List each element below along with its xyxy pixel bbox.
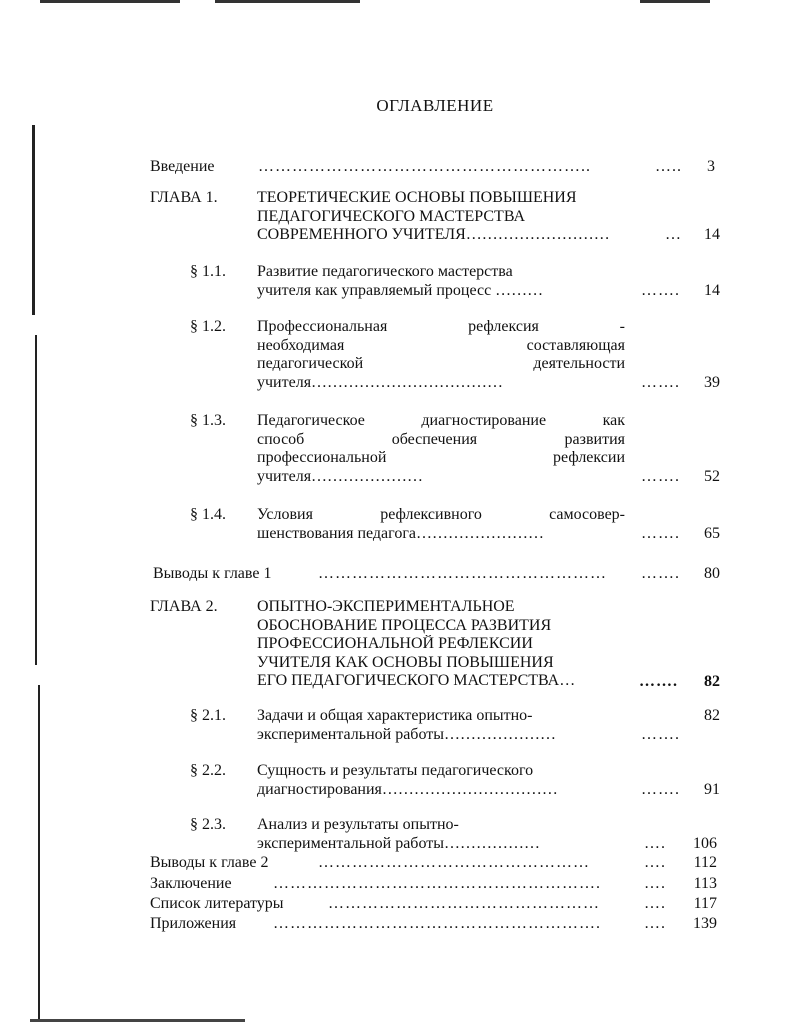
toc-leader-dots: ….. — [655, 158, 682, 175]
toc-leader-dots: ……. — [639, 673, 678, 690]
toc-page-number: 139 — [693, 915, 717, 932]
toc-title-line: Профессиональная рефлексия - — [257, 318, 625, 335]
toc-leader-dots: ……. — [641, 374, 680, 391]
toc-leader-dots: ……. — [641, 565, 680, 582]
toc-leader-dots: ……. — [641, 468, 680, 485]
toc-title-line — [257, 781, 629, 800]
toc-title-text: диагностирования — [257, 780, 382, 798]
toc-title-line: педагогической деятельности — [257, 355, 625, 372]
toc-page-number: 117 — [693, 895, 717, 912]
toc-title-line: Задачи и общая характеристика опытно- — [257, 707, 533, 724]
toc-leader-dots: …. — [644, 854, 666, 871]
toc-title-text: экспериментальной работы — [257, 725, 444, 743]
toc-page-number: 113 — [693, 875, 717, 892]
toc-page-number: 39 — [704, 374, 720, 391]
toc-title-line: Педагогическое диагностирование как — [257, 412, 625, 429]
toc-page-number: 106 — [693, 835, 717, 852]
toc-entry-label: § 2.1. — [190, 707, 226, 724]
toc-title-line — [257, 672, 629, 691]
toc-title-line: ПРОФЕССИОНАЛЬНОЙ РЕФЛЕКСИИ — [257, 635, 533, 652]
toc-leader-dots: ………………………………………… — [318, 854, 590, 871]
toc-title-text: учителя — [257, 373, 312, 391]
toc-entry-label: Введение — [150, 158, 215, 175]
toc-leader-dots: ……………………… — [465, 226, 610, 243]
toc-page-number: 65 — [704, 525, 720, 542]
toc-title-line — [257, 374, 625, 393]
toc-leader-dots: … — [665, 226, 682, 243]
toc-page-number: 80 — [704, 565, 720, 582]
toc-title: ОГЛАВЛЕНИЕ — [376, 96, 494, 115]
toc-title-line — [257, 525, 625, 544]
toc-leader-dots: ……………… — [443, 834, 540, 852]
toc-title-line: Условия рефлексивного самосовер- — [257, 506, 625, 523]
toc-leader-dots: ……………………………… — [311, 373, 504, 391]
toc-title-line: ОПЫТНО-ЭКСПЕРИМЕНТАЛЬНОЕ — [257, 598, 515, 615]
toc-page-number: 112 — [693, 854, 717, 871]
toc-leader-dots: ……. — [641, 726, 680, 743]
toc-title-line — [257, 468, 625, 487]
toc-leader-dots: …………………………… — [381, 780, 558, 798]
toc-page-number: 82 — [704, 673, 720, 690]
toc-entry-label: § 2.3. — [190, 816, 226, 833]
toc-entry-label: ГЛАВА 1. — [150, 189, 218, 206]
toc-page-number: 52 — [704, 468, 720, 485]
toc-leader-dots: …………………………………………… — [318, 565, 607, 582]
toc-entry-label: Приложения — [150, 915, 237, 932]
toc-title-line: ТЕОРЕТИЧЕСКИЕ ОСНОВЫ ПОВЫШЕНИЯ — [257, 189, 577, 206]
toc-leader-dots: …. — [644, 895, 666, 912]
toc-leader-dots: …. — [644, 835, 666, 852]
toc-page-number: 82 — [704, 707, 720, 724]
toc-title-line: ПЕДАГОГИЧЕСКОГО МАСТЕРСТВА — [257, 207, 526, 225]
toc-leader-dots: … — [559, 672, 576, 689]
toc-title-line: Сущность и результаты педагогического — [257, 762, 534, 779]
toc-page-number: 14 — [704, 282, 720, 299]
toc-entry-title — [257, 263, 629, 300]
toc-leader-dots: …………………… — [415, 524, 544, 542]
toc-leader-dots: ………………… — [311, 467, 424, 485]
toc-entry-label: § 1.4. — [190, 506, 226, 523]
toc-title-line: Развитие педагогического мастерства — [257, 263, 513, 280]
toc-title-line: УЧИТЕЛЯ КАК ОСНОВЫ ПОВЫШЕНИЯ — [257, 653, 554, 671]
toc-leader-dots: ………………………………………… — [328, 895, 600, 912]
toc-entry-title — [257, 762, 629, 799]
toc-entry-label: ГЛАВА 2. — [150, 598, 218, 615]
toc-page-number: 3 — [707, 158, 715, 175]
toc-title-line: профессиональной рефлексии — [257, 449, 625, 466]
toc-page-number: 91 — [704, 781, 720, 798]
toc-entry-title — [257, 598, 629, 691]
toc-entry-title — [257, 707, 629, 744]
toc-title-line — [257, 282, 629, 301]
toc-entry-label: Выводы к главе 2 — [150, 854, 269, 871]
toc-entry-title — [257, 318, 625, 392]
toc-entry-title — [257, 412, 625, 486]
toc-leader-dots: …………………………………………………. — [273, 915, 601, 932]
toc-entry-label: Список литературы — [150, 895, 284, 912]
toc-leader-dots: ……. — [641, 781, 680, 798]
toc-leader-dots: ………………………………………………….. — [258, 158, 591, 175]
toc-leader-dots: ……. — [641, 282, 680, 299]
toc-title-line: необходимая составляющая — [257, 336, 625, 354]
toc-entry-label: Выводы к главе 1 — [153, 565, 272, 582]
toc-title-line: ОБОСНОВАНИЕ ПРОЦЕССА РАЗВИТИЯ — [257, 616, 552, 634]
toc-entry-title — [257, 506, 625, 543]
toc-entry-label: Заключение — [150, 875, 232, 892]
toc-title-text: СОВРЕМЕННОГО УЧИТЕЛЯ — [257, 226, 466, 243]
toc-title-line: Анализ и результаты опытно- — [257, 816, 459, 833]
toc-entry-label: § 1.2. — [190, 318, 226, 335]
toc-entry-title — [257, 189, 647, 245]
toc-title-text: экспериментальной работы — [257, 834, 444, 852]
toc-leader-dots: …. — [644, 875, 666, 892]
toc-leader-dots: …………………………………………………. — [273, 875, 601, 892]
toc-page-number: 14 — [704, 226, 720, 243]
toc-leader-dots: ………………… — [443, 725, 556, 743]
toc-leader-dots: ……. — [641, 525, 680, 542]
toc-entry-title — [257, 816, 629, 853]
toc-title-text: шенствования педагога — [257, 524, 416, 542]
toc-title-line — [257, 835, 629, 854]
toc-title-line: способ обеспечения развития — [257, 430, 625, 448]
toc-entry-label: § 2.2. — [190, 762, 226, 779]
toc-entry-label: § 1.3. — [190, 412, 226, 429]
toc-title-line — [257, 726, 629, 745]
toc-title-line — [257, 226, 647, 245]
toc-title-text: учителя как управляемый процесс — [257, 281, 492, 299]
toc-leader-dots: …. — [644, 915, 666, 932]
toc-entry-label: § 1.1. — [190, 263, 226, 280]
toc-title-text: учителя — [257, 467, 312, 485]
toc-leader-dots: ……… — [495, 281, 544, 299]
toc-title-text: ЕГО ПЕДАГОГИЧЕСКОГО МАСТЕРСТВА — [257, 672, 560, 689]
